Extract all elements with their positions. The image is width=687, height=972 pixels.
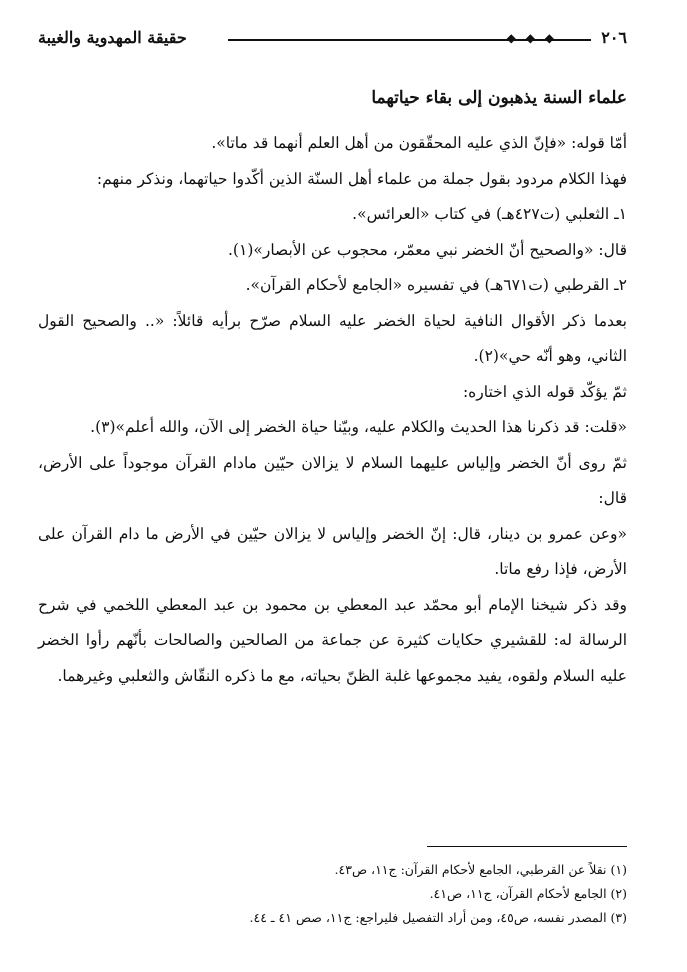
- paragraph: أمّا قوله: «فإنّ الذي عليه المحقّقون من أهل العلم أنهما قد ماتا».: [211, 134, 627, 152]
- paragraph: «وعن عمرو بن دينار، قال: إنّ الخضر وإلياس لا يزالان حيّين في الأرض ما دام القرآن على الأرض، فإذا رفع ماتا.: [38, 524, 627, 578]
- paragraph: ٢ـ القرطبي (ت٦٧١هـ) في تفسيره «الجامع لأحكام القرآن».: [245, 276, 627, 294]
- paragraph: وقد ذكر شيخنا الإمام أبو محمّد عبد المعطي بن محمود بن عبد المعطي اللخمي في شرح الرسالة له: للقشيري حكايات كثيرة عن جماعة من الصالحين والصالحات بأنّهم رأوا الخضر عليه السلام ولقوه، يفيد مجموعها غلبة الظنّ بحياته، مع ما ذكره النقّاش والثعلبي وغيرهما.: [38, 595, 627, 685]
- footnote-separator: [427, 846, 627, 847]
- body-text: [38, 126, 627, 694]
- page-number: ٢٠٦: [601, 28, 627, 47]
- paragraph: ثمّ يؤكّد قوله الذي اختاره:: [462, 382, 627, 401]
- footnote: (٣) المصدر نفسه، ص٤٥، ومن أراد التفصيل فليراجع: ج١١، صص ٤١ ـ ٤٤.: [249, 910, 627, 925]
- header-ornament: ◆ ◆ ◆: [506, 31, 557, 45]
- paragraph: بعدما ذكر الأقوال النافية لحياة الخضر عليه السلام صرّح برأيه قائلاً: «.. والصحيح القول الثاني، وهو أنّه حي»(٢).: [38, 311, 627, 365]
- paragraph: فهذا الكلام مردود بقول جملة من علماء أهل السنّة الذين أكّدوا حياتهما، ونذكر منهم:: [96, 169, 627, 188]
- footnotes: [38, 858, 627, 930]
- running-header: [38, 28, 627, 52]
- book-title: حقيقة المهدوية والغيبة: [38, 28, 187, 47]
- footnote: (٢) الجامع لأحكام القرآن، ج١١، ص٤١.: [429, 886, 627, 901]
- footnote: (١) نقلاً عن القرطبي، الجامع لأحكام القرآن: ج١١، ص٤٣.: [334, 862, 627, 877]
- paragraph: ثمّ روى أنّ الخضر وإلياس عليهما السلام لا يزالان حيّين مادام القرآن موجوداً على الأرض، قال:: [38, 453, 627, 507]
- paragraph: «قلت: قد ذكرنا هذا الحديث والكلام عليه، وبيّنا حياة الخضر إلى الآن، والله أعلم»(٣).: [90, 418, 627, 436]
- paragraph: قال: «والصحيح أنّ الخضر نبي معمّر، محجوب عن الأبصار»(١).: [228, 240, 627, 259]
- section-heading: علماء السنة يذهبون إلى بقاء حياتهما: [371, 88, 627, 108]
- paragraph: ١ـ الثعلبي (ت٤٢٧هـ) في كتاب «العرائس».: [352, 205, 627, 223]
